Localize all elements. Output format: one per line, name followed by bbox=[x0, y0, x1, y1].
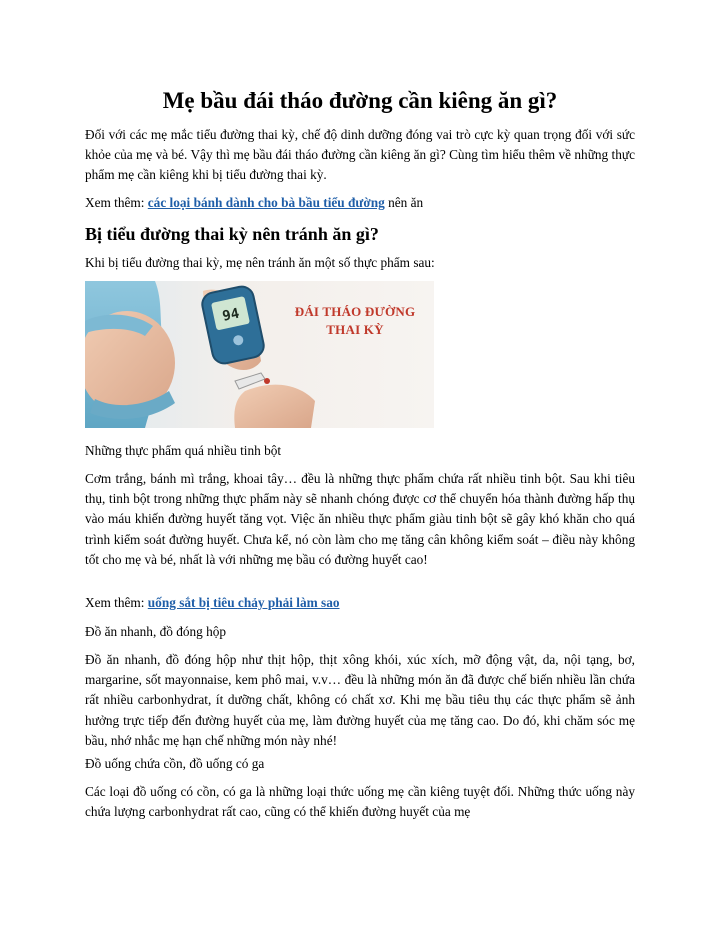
image-caption-line-2: THAI KỲ bbox=[326, 322, 384, 337]
item3-body: Các loại đồ uống có cồn, có ga là những loại thức uống mẹ cần kiêng tuyệt đối. Những thức uống này chứa lượng carbonhydrat rất cao, cũng có thể khiến đường huyết của mẹ bbox=[85, 784, 635, 820]
see-also-prefix: Xem thêm: bbox=[85, 195, 148, 210]
item2-title: Đồ ăn nhanh, đồ đóng hộp bbox=[85, 624, 227, 639]
section-heading: Bị tiểu đường thai kỳ nên tránh ăn gì? bbox=[85, 224, 379, 244]
gestational-diabetes-image bbox=[85, 281, 434, 428]
section-intro: Khi bị tiểu đường thai kỳ, mẹ nên tránh ăn một số thực phẩm sau: bbox=[85, 255, 435, 270]
see-also-cakes bbox=[85, 193, 635, 213]
item1-title: Những thực phẩm quá nhiều tinh bột bbox=[85, 443, 282, 458]
see-also-iron bbox=[85, 593, 635, 613]
item1-body: Cơm trắng, bánh mì trắng, khoai tây… đều là những thực phẩm chứa rất nhiều tinh bột. Sau khi tiêu thụ, tinh bột trong những thực phẩm này sẽ nhanh chóng được cơ thể chuyển hóa thành đường hấp thụ vào máu khiến đường huyết tăng vọt. Việc ăn nhiều thực phẩm giàu tinh bột sẽ gây khó khăn cho quá trình kiểm soát đường huyết. Chưa kể, nó còn làm cho mẹ tăng cân không kiểm soát – điều này không tốt cho mẹ và bé, nhất là với những mẹ bầu có đường huyết cao! bbox=[85, 471, 635, 567]
item2-body: Đồ ăn nhanh, đồ đóng hộp như thịt hộp, thịt xông khói, xúc xích, mỡ động vật, da, nội tạng, bơ, margarine, sốt mayonnaise, kem phô mai, v.v… đều là những món ăn đã được chế biến nhiều lần chứa rất nhiều carbonhydrat, ít dưỡng chất, không có chất xơ. Khi mẹ bầu tiêu thụ các thực phẩm sẽ ảnh hưởng trực tiếp đến đường huyết của mẹ, làm đường huyết của mẹ tăng cao. Do đó, khi chăm sóc mẹ bầu, nhớ nhắc mẹ hạn chế những món này nhé! bbox=[85, 652, 635, 748]
page-title: Mẹ bầu đái tháo đường cần kiêng ăn gì? bbox=[162, 88, 558, 113]
meter-reading: 94 bbox=[221, 305, 241, 325]
intro-paragraph: Đối với các mẹ mắc tiểu đường thai kỳ, chế độ dinh dưỡng đóng vai trò cực kỳ quan trọng đối với sức khỏe của mẹ và bé. Vậy thì mẹ bầu đái tháo đường cần kiêng ăn gì? Cùng tìm hiểu thêm về những thực phẩm mẹ cần kiêng khi bị tiểu đường thai kỳ. bbox=[85, 127, 635, 183]
image-caption-line-1: ĐÁI THÁO ĐƯỜNG bbox=[294, 304, 416, 319]
image-caption bbox=[285, 303, 425, 339]
item3-title: Đồ uống chứa cồn, đồ uống có ga bbox=[85, 756, 265, 771]
see-also-suffix: nên ăn bbox=[384, 195, 424, 210]
see-also-prefix: Xem thêm: bbox=[85, 595, 148, 610]
cakes-for-diabetic-pregnancy-link[interactable]: các loại bánh dành cho bà bầu tiểu đường bbox=[147, 195, 385, 210]
iron-supplement-diarrhea-link[interactable]: uống sắt bị tiêu chảy phải làm sao bbox=[147, 595, 340, 610]
